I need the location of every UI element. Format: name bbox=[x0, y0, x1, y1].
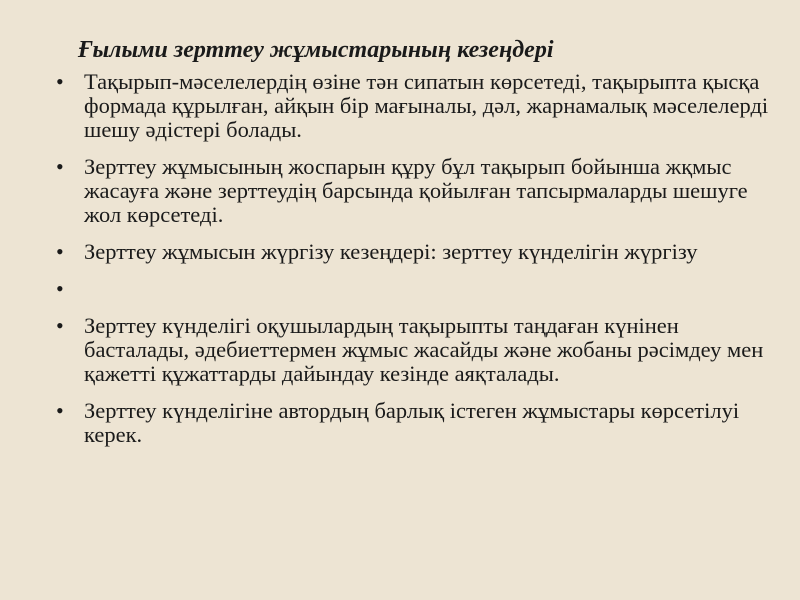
list-item bbox=[52, 277, 772, 301]
bullet-text: Тақырып-мәселелердің өзіне тән сипатын көрсетеді, тақырыпта қысқа формада құрылған, айқын бір мағыналы, дәл, жарнамалық мәселелерді шешу әдістері болады. bbox=[84, 69, 769, 142]
bullet-icon: • bbox=[56, 239, 64, 264]
bullet-icon: • bbox=[56, 313, 64, 338]
bullet-icon: • bbox=[56, 276, 64, 301]
slide-title: Ғылыми зерттеу жұмыстарының кезеңдері bbox=[78, 37, 554, 63]
bullet-text: Зерттеу жұмысын жүргізу кезеңдері: зерттеу күнделігін жүргізу bbox=[84, 239, 698, 264]
bullet-text: Зерттеу күнделігі оқушылардың тақырыпты таңдаған күнінен басталады, әдебиеттермен жұмыс жасайды және жобаны рәсімдеу мен қажетті құжаттарды дайындау кезінде аяқталады. bbox=[84, 313, 764, 386]
bullet-icon: • bbox=[56, 398, 64, 423]
list-item bbox=[52, 314, 772, 386]
list-item bbox=[52, 155, 772, 227]
list-item bbox=[52, 240, 772, 264]
list-item bbox=[52, 70, 772, 142]
bullet-text: Зерттеу күнделігіне автордың барлық істеген жұмыстары көрсетілуі керек. bbox=[84, 398, 740, 447]
bullet-icon: • bbox=[56, 154, 64, 179]
bullet-list bbox=[52, 70, 772, 460]
bullet-text: Зерттеу жұмысының жоспарын құру бұл тақырып бойынша жқмыс жасауға және зерттеудің барсында қойылған тапсырмаларды шешуге жол көрсетеді. bbox=[84, 154, 748, 227]
bullet-icon: • bbox=[56, 69, 64, 94]
list-item bbox=[52, 399, 772, 447]
